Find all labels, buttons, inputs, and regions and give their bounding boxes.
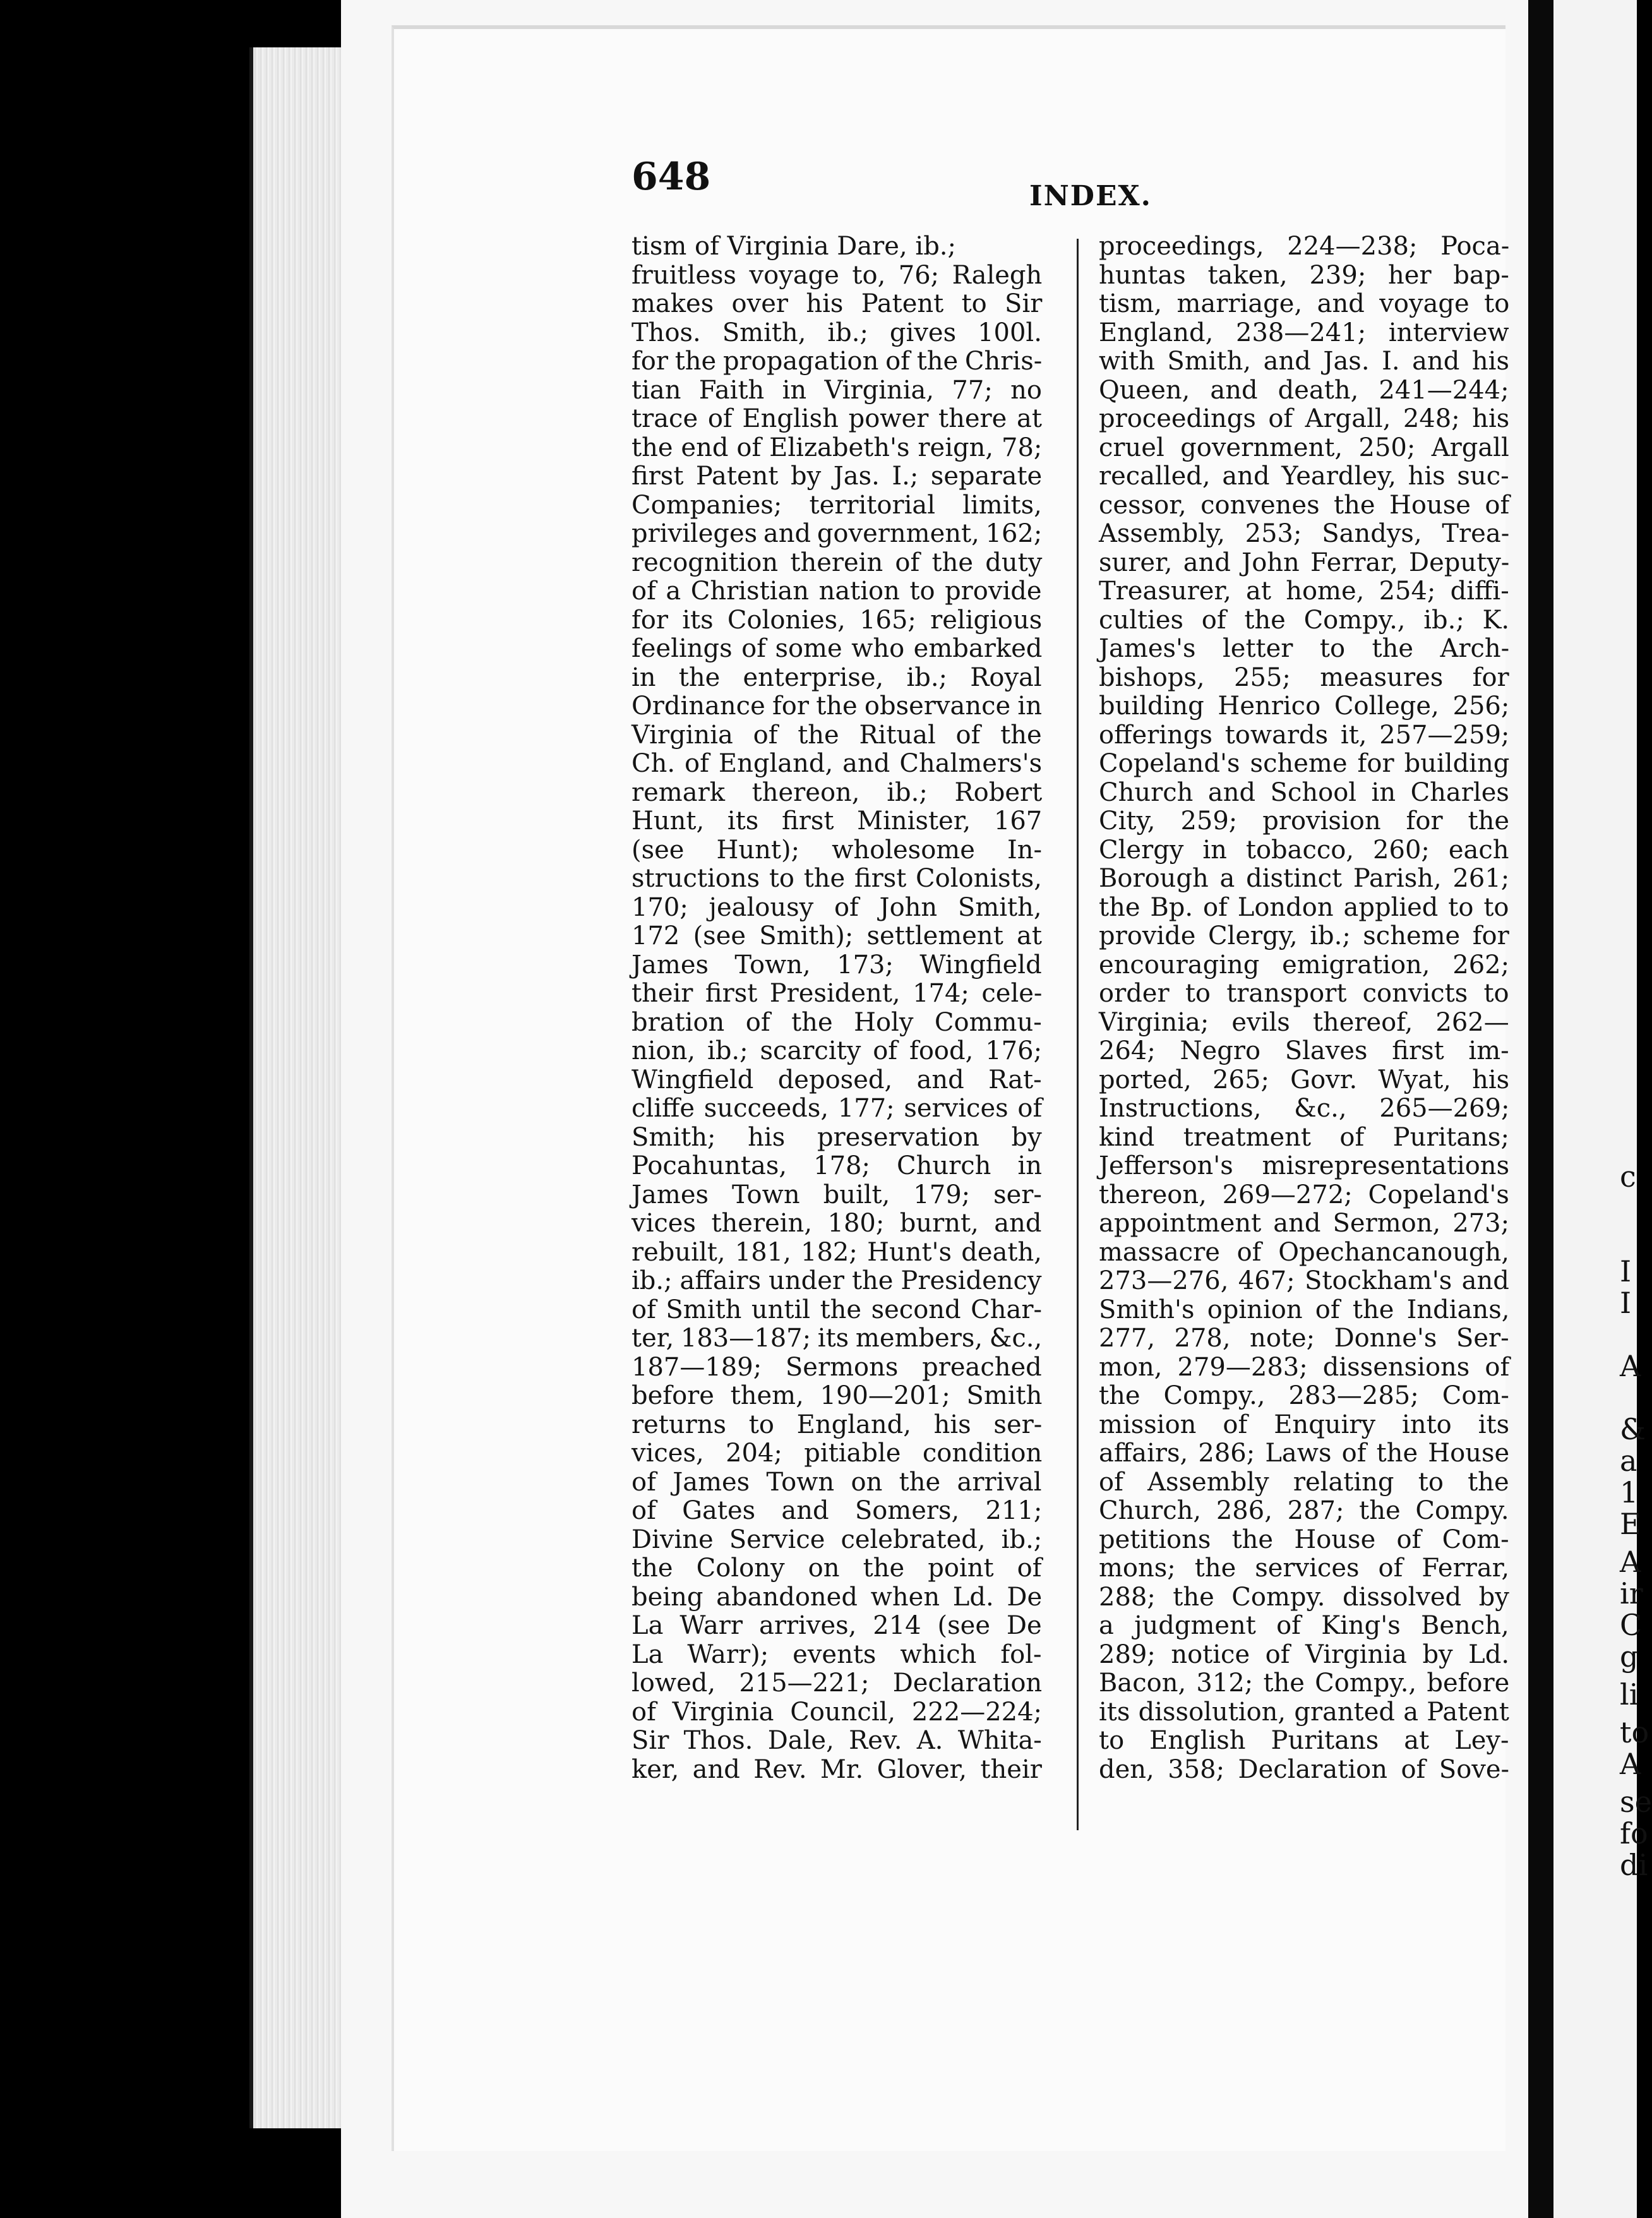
index-line: surer, and John Ferrar, Deputy-	[1099, 548, 1510, 577]
index-line: lowed, 215—221; Declaration	[631, 1669, 1043, 1698]
index-line: remark thereon, ib.; Robert	[631, 777, 1043, 807]
facing-page-fragment: C	[1620, 1608, 1643, 1642]
index-line: 264; Negro Slaves first im-	[1099, 1036, 1509, 1065]
index-line: England, 238—241; interview	[1099, 318, 1509, 347]
facing-page-fragment: a	[1620, 1444, 1637, 1478]
index-line: vices therein, 180; burnt, and	[631, 1209, 1042, 1238]
index-line: 277, 278, note; Donne's Ser-	[1099, 1324, 1509, 1353]
index-line: affairs, 286; Laws of the House	[1099, 1439, 1510, 1468]
index-line: 172 (see Smith); settlement at	[631, 921, 1042, 950]
index-line: fruitless voyage to, 76; Ralegh	[631, 260, 1043, 290]
index-line: privileges and government, 162;	[631, 519, 1043, 548]
index-column-left	[631, 232, 1042, 1784]
index-line: Assembly, 253; Sandys, Trea-	[1099, 519, 1510, 548]
index-line: encouraging emigration, 262;	[1099, 950, 1510, 980]
index-line: Virginia of the Ritual of the	[631, 720, 1042, 750]
index-line: den, 358; Declaration of Sove-	[1099, 1754, 1510, 1784]
index-line: ib.; affairs under the Presidency	[631, 1266, 1042, 1295]
facing-page-fragment: ir	[1620, 1576, 1643, 1610]
facing-page-fragment: fo	[1620, 1816, 1648, 1850]
index-line: culties of the Compy., ib.; K.	[1099, 605, 1510, 635]
index-line: (see Hunt); wholesome In-	[631, 835, 1043, 865]
index-line: of a Christian nation to provide	[631, 577, 1042, 606]
index-line: Smith's opinion of the Indians,	[1099, 1295, 1510, 1324]
index-line: vices, 204; pitiable condition	[631, 1439, 1043, 1468]
index-line: Church, 286, 287; the Compy.	[1099, 1496, 1509, 1525]
facing-page-fragment: se	[1620, 1785, 1652, 1819]
index-line: provide Clergy, ib.; scheme for	[1099, 921, 1509, 950]
index-line: Companies; territorial limits,	[631, 490, 1042, 520]
index-line: Wingfield deposed, and Rat-	[631, 1065, 1042, 1094]
index-line: 170; jealousy of John Smith,	[631, 892, 1042, 922]
index-line: La Warr); events which fol-	[631, 1640, 1042, 1669]
page-number: 648	[631, 155, 711, 199]
index-line: bration of the Holy Commu-	[631, 1007, 1042, 1037]
index-line: rebuilt, 181, 182; Hunt's death,	[631, 1237, 1042, 1267]
facing-page-edge	[1553, 0, 1652, 2218]
facing-page-fragment: I	[1620, 1254, 1632, 1288]
index-line: Thos. Smith, ib.; gives 100l.	[631, 318, 1042, 347]
facing-page-fragment: to	[1620, 1715, 1649, 1749]
index-line: order to transport convicts to	[1099, 979, 1509, 1008]
index-line: tism of Virginia Dare, ib.;	[631, 232, 956, 261]
index-line: their first President, 174; cele-	[631, 979, 1043, 1008]
index-line: nion, ib.; scarcity of food, 176;	[631, 1036, 1043, 1065]
index-line: returns to England, his ser-	[631, 1410, 1043, 1439]
index-line: La Warr arrives, 214 (see De	[631, 1611, 1042, 1640]
index-line: Copeland's scheme for building	[1099, 749, 1510, 778]
index-line: proceedings of Argall, 248; his	[1099, 404, 1510, 433]
index-line: Pocahuntas, 178; Church in	[631, 1151, 1043, 1180]
index-line: a judgment of King's Bench,	[1099, 1611, 1509, 1640]
index-line: mission of Enquiry into its	[1099, 1410, 1510, 1439]
index-line: Instructions, &c., 265—269;	[1099, 1094, 1510, 1123]
index-line: Church and School in Charles	[1099, 777, 1509, 807]
index-line: ker, and Rev. Mr. Glover, their	[631, 1754, 1042, 1784]
index-line: Ordinance for the observance in	[631, 692, 1042, 721]
facing-page-fragment: &	[1620, 1412, 1646, 1446]
index-line: Virginia; evils thereof, 262—	[1099, 1007, 1509, 1037]
index-line: its dissolution, granted a Patent	[1099, 1697, 1509, 1727]
index-line: mons; the services of Ferrar,	[1099, 1554, 1510, 1583]
facing-page-fragment: A	[1620, 1747, 1641, 1781]
index-line: Hunt, its first Minister, 167	[631, 806, 1043, 836]
facing-page-fragment: li	[1620, 1677, 1639, 1711]
index-line: ter, 183—187; its members, &c.,	[631, 1324, 1043, 1353]
index-line: 187—189; Sermons preached	[631, 1352, 1042, 1382]
facing-page-fragment: E	[1620, 1507, 1641, 1541]
index-line: with Smith, and Jas. I. and his	[1099, 347, 1509, 376]
running-head: INDEX.	[1029, 180, 1152, 212]
index-line: Sir Thos. Dale, Rev. A. Whita-	[631, 1726, 1042, 1755]
index-line: of Gates and Somers, 211;	[631, 1496, 1043, 1525]
binding-gutter	[1528, 0, 1553, 2218]
index-line: cessor, convenes the House of	[1099, 490, 1510, 520]
index-line: makes over his Patent to Sir	[631, 289, 1043, 318]
index-line: kind treatment of Puritans;	[1099, 1122, 1509, 1152]
index-line: huntas taken, 239; her bap-	[1099, 260, 1509, 290]
index-line: petitions the House of Com-	[1099, 1525, 1509, 1554]
index-line: proceedings, 224—238; Poca-	[1099, 232, 1510, 261]
index-line: Treasurer, at home, 254; diffi-	[1099, 577, 1509, 606]
index-line: Smith; his preservation by	[631, 1122, 1042, 1152]
index-line: ported, 265; Govr. Wyat, his	[1099, 1065, 1510, 1094]
index-line: Clergy in tobacco, 260; each	[1099, 835, 1509, 865]
index-line: mon, 279—283; dissensions of	[1099, 1352, 1510, 1382]
index-line: James's letter to the Arch-	[1099, 634, 1510, 663]
index-line: thereon, 269—272; Copeland's	[1099, 1180, 1509, 1209]
index-line: appointment and Sermon, 273;	[1099, 1209, 1510, 1238]
index-line: cliffe succeeds, 177; services of	[631, 1094, 1043, 1123]
facing-page-fragment: 1	[1620, 1475, 1639, 1509]
index-line: massacre of Opechancanough,	[1099, 1237, 1509, 1267]
index-line: 289; notice of Virginia by Ld.	[1099, 1640, 1510, 1669]
index-line: offerings towards it, 257—259;	[1099, 720, 1510, 750]
index-line: first Patent by Jas. I.; separate	[631, 462, 1043, 491]
index-line: tian Faith in Virginia, 77; no	[631, 375, 1042, 405]
index-line: the Compy., 283—285; Com-	[1099, 1381, 1509, 1410]
column-divider	[1077, 239, 1079, 1830]
index-line: the end of Elizabeth's reign, 78;	[631, 433, 1043, 462]
index-line: 273—276, 467; Stockham's and	[1099, 1266, 1509, 1295]
facing-page-fragment: c	[1620, 1160, 1636, 1194]
facing-page-fragment: A	[1620, 1349, 1641, 1383]
index-line: Ch. of England, and Chalmers's	[631, 749, 1043, 778]
facing-page-fragment: di	[1620, 1848, 1648, 1882]
index-line: Borough a distinct Parish, 261;	[1099, 864, 1510, 893]
index-line: the Bp. of London applied to to	[1099, 892, 1509, 922]
facing-page-fragment: A	[1620, 1545, 1641, 1579]
facing-page-fragment: I	[1620, 1286, 1632, 1320]
index-line: Bacon, 312; the Compy., before	[1099, 1669, 1510, 1698]
index-line: Jefferson's misrepresentations	[1099, 1151, 1510, 1180]
index-line: Divine Service celebrated, ib.;	[631, 1525, 1043, 1554]
index-line: cruel government, 250; Argall	[1099, 433, 1509, 462]
index-line: being abandoned when Ld. De	[631, 1582, 1043, 1612]
index-line: building Henrico College, 256;	[1099, 692, 1510, 721]
index-line: for the propagation of the Chris-	[631, 347, 1043, 376]
index-line: before them, 190—201; Smith	[631, 1381, 1043, 1410]
index-line: bishops, 255; measures for	[1099, 662, 1509, 692]
index-line: structions to the first Colonists,	[631, 864, 1043, 893]
index-line: for its Colonies, 165; religious	[631, 605, 1043, 635]
index-line: of Smith until the second Char-	[631, 1295, 1043, 1324]
facing-page-fragment: g	[1620, 1640, 1639, 1674]
index-line: recognition therein of the duty	[631, 548, 1043, 577]
index-line: feelings of some who embarked	[631, 634, 1043, 663]
index-line: 288; the Compy. dissolved by	[1099, 1582, 1509, 1612]
index-line: of Virginia Council, 222—224;	[631, 1697, 1043, 1727]
index-line: Queen, and death, 241—244;	[1099, 375, 1509, 405]
index-line: the Colony on the point of	[631, 1554, 1042, 1583]
index-line: of Assembly relating to the	[1099, 1467, 1509, 1497]
index-line: to English Puritans at Ley-	[1099, 1726, 1509, 1755]
index-line: trace of English power there at	[631, 404, 1042, 433]
index-line: James Town built, 179; ser-	[631, 1180, 1042, 1209]
index-line: recalled, and Yeardley, his suc-	[1099, 462, 1509, 491]
index-column-right	[1099, 232, 1509, 1784]
index-line: City, 259; provision for the	[1099, 806, 1510, 836]
index-line: tism, marriage, and voyage to	[1099, 289, 1510, 318]
index-line: James Town, 173; Wingfield	[631, 950, 1042, 980]
index-line: of James Town on the arrival	[631, 1467, 1042, 1497]
index-line: in the enterprise, ib.; Royal	[631, 662, 1042, 692]
